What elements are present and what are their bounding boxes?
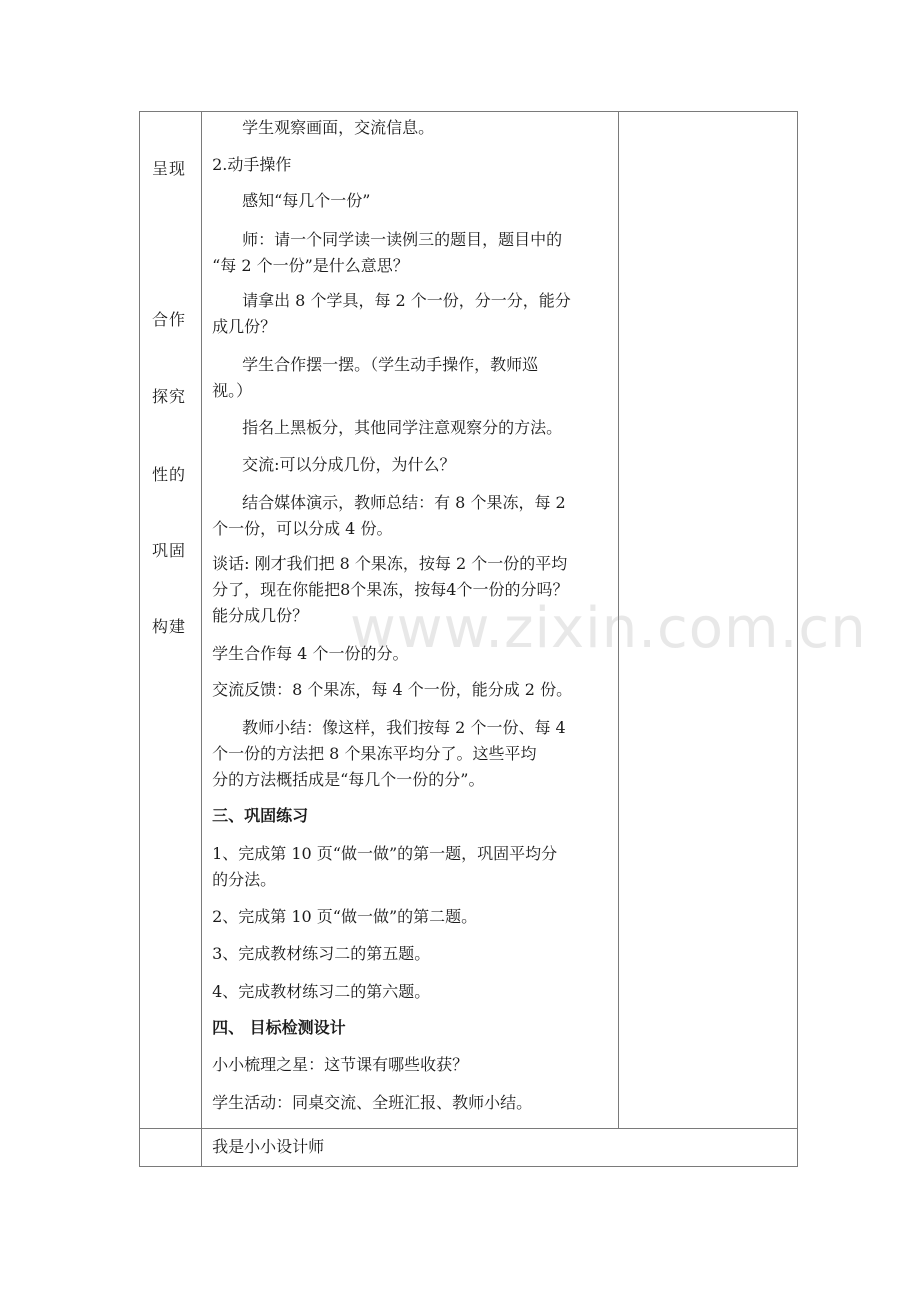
- stage-label: 性的: [152, 465, 187, 484]
- stage-label: 探究: [152, 387, 187, 406]
- content-line: 能分成几份？: [212, 606, 309, 625]
- content-line: 学生合作摆一摆。（学生动手操作，教师巡: [242, 355, 539, 374]
- stage-label: 巩固: [152, 541, 187, 560]
- content-line: 视。）: [212, 381, 253, 400]
- content-line: 结合媒体演示，教师总结：有 8 个果冻，每 2: [242, 493, 566, 512]
- footer-row: [140, 1128, 798, 1166]
- content-line: 师：请一个同学读一读例三的题目，题目中的: [242, 230, 563, 249]
- lesson-plan-table: [139, 111, 798, 1167]
- content-line: 个一份，可以分成 4 份。: [212, 519, 393, 538]
- content-line: 学生观察画面，交流信息。: [242, 118, 435, 137]
- content-line: 交流反馈：8 个果冻，每 4 个一份，能分成 2 份。: [212, 680, 573, 699]
- content-line: 成几份？: [212, 317, 277, 336]
- section-heading: 四、 目标检测设计: [212, 1018, 346, 1037]
- content-line: 交流:可以分成几份，为什么？: [242, 455, 456, 474]
- section-heading: 三、巩固练习: [212, 806, 309, 825]
- footer-text: 我是小小设计师: [212, 1136, 325, 1156]
- content-line: 感知“每几个一份”: [242, 191, 371, 210]
- footer-content-cell: [202, 1128, 798, 1166]
- content-line: 4、完成教材练习二的第六题。: [212, 982, 431, 1001]
- content-line: 指名上黑板分，其他同学注意观察分的方法。: [242, 418, 563, 437]
- content-line: 个一份的方法把 8 个果冻平均分了。这些平均: [212, 744, 537, 763]
- content-line: 1、完成第 10 页“做一做”的第一题，巩固平均分: [212, 844, 558, 863]
- content-line: 分的方法概括成是“每几个一份的分”。: [212, 770, 485, 789]
- content-column: [202, 112, 619, 1129]
- stage-label: 构建: [152, 617, 187, 636]
- content-line: 2、完成第 10 页“做一做”的第二题。: [212, 907, 478, 926]
- content-line: 2.动手操作: [212, 155, 292, 174]
- stage-label: 合作: [152, 310, 187, 329]
- notes-column: [618, 112, 797, 1129]
- content-line: 3、完成教材练习二的第五题。: [212, 944, 431, 963]
- content-line: 请拿出 8 个学具，每 2 个一份，分一分，能分: [242, 291, 571, 310]
- stage-column: [140, 112, 202, 1129]
- watermark: www.zixin.com.cn: [350, 596, 867, 661]
- content-line: 学生活动：同桌交流、全班汇报、教师小结。: [212, 1093, 533, 1112]
- main-row: [140, 112, 798, 1129]
- content-line: 的分法。: [212, 870, 277, 889]
- footer-left-cell: [140, 1128, 202, 1166]
- content-line: 分了，现在你能把8个果冻，按每4个一份的分吗？: [212, 580, 569, 599]
- content-line: 学生合作每 4 个一份的分。: [212, 644, 409, 663]
- content-line: 小小梳理之星：这节课有哪些收获？: [212, 1055, 469, 1074]
- stage-label: 呈现: [152, 159, 187, 178]
- content-line: 教师小结：像这样，我们按每 2 个一份、每 4: [242, 718, 566, 737]
- content-line: “每 2 个一份”是什么意思？: [212, 256, 409, 275]
- content-line: 谈话: 刚才我们把 8 个果冻，按每 2 个一份的平均: [212, 554, 568, 573]
